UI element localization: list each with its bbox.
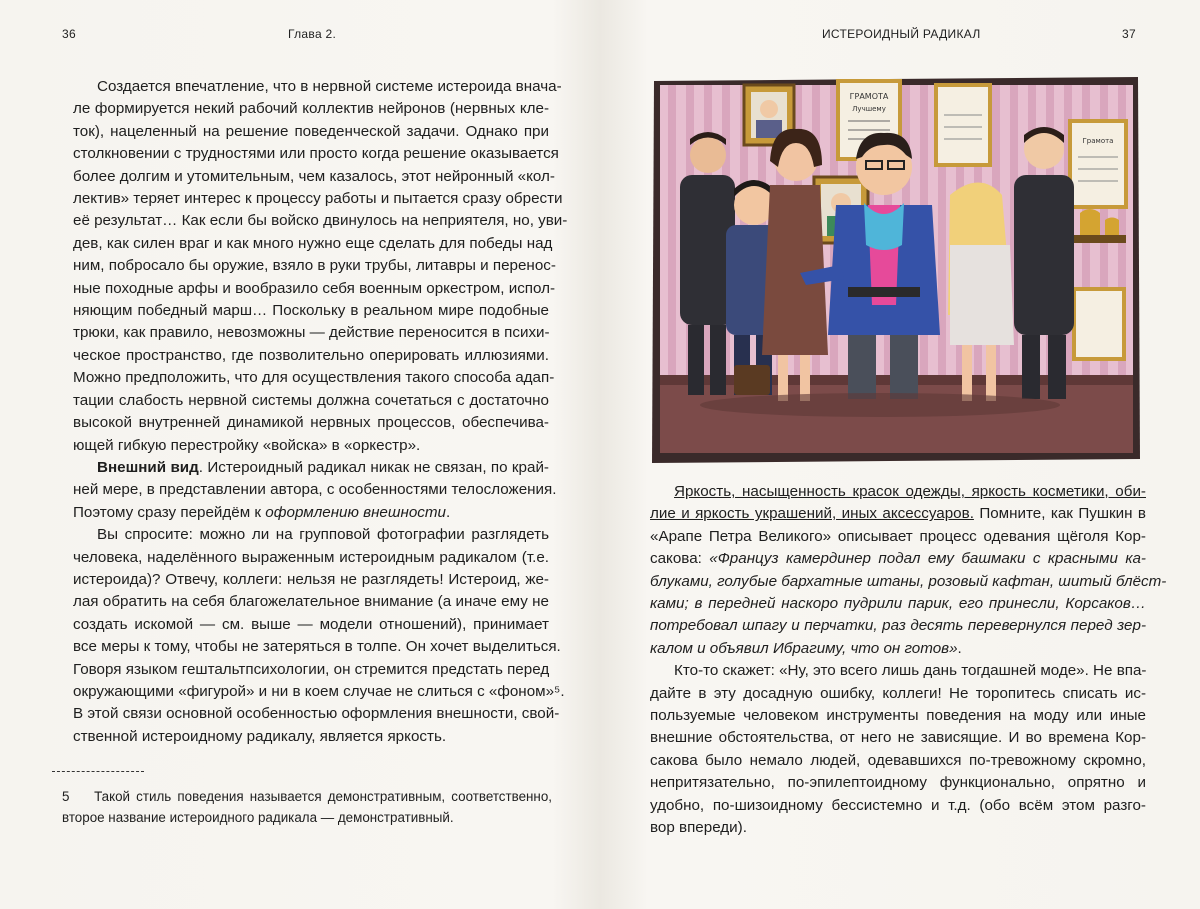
footnote-divider [52, 771, 144, 772]
certificate-right-title: Грамота [1082, 137, 1114, 145]
trophy-icon [1080, 209, 1100, 235]
text-line: «Арапе Петра Великого» описывает процесс одевания щёголя Кор- [650, 527, 1146, 545]
text-line: человека, наделённого выраженным истероидным радикалом (т.е. [73, 548, 549, 566]
italic-phrase: оформлению внешности [265, 503, 446, 521]
text-line: Внешний вид. Истероидный радикал никак не связан, по край- [97, 458, 549, 476]
text-line: трюки, как правило, невозможны — действие переносится в психи- [73, 324, 550, 342]
briefcase-icon [734, 365, 770, 395]
text-line: ственной истероидному радикалу, является яркость. [73, 727, 447, 745]
text-line: ней мере, в представлении автора, с особенностями телосложения. [73, 481, 557, 499]
text-line: ками; в передней наскоро пудрили парик, его принесли, Корсаков… [650, 595, 1146, 613]
footnote [62, 787, 552, 828]
paragraph [650, 660, 1146, 839]
text-line [650, 481, 1146, 503]
text-line: Вы спросите: можно ли на групповой фотографии разглядеть [97, 526, 549, 544]
footnote-line: 5 Такой стиль поведения называется демонстративным, соответственно, [62, 789, 552, 804]
page-number-right: 37 [1122, 27, 1136, 41]
underlined-phrase: лие и яркость украшений, иных аксессуаров. [650, 505, 974, 523]
text-line: тации слабость нервной системы должна сочетаться с достаточно [73, 391, 549, 409]
text-line: Говоря языком гештальтпсихологии, он стремится предстать перед [73, 660, 550, 678]
text-line: создать искомой — см. выше — модели отношений), принимает [73, 615, 549, 633]
quote-text: калом и объявил Ибрагиму, что он готов» [650, 639, 958, 657]
text-line: её результат… Как если бы войско двинулось на неприятеля, но, уви- [73, 212, 568, 230]
text-line: лектив» теряет интерес к процессу работы и пытается сразу обрести [73, 190, 563, 208]
text-line: истероида)? Отвечу, коллеги: нельзя не разглядеть! Истероид, же- [73, 570, 549, 588]
text-line: высокой внутренней динамикой нервных процессов, обеспечива- [73, 414, 549, 432]
text-line: ческое пространство, где позволительно оперировать иллюзиями. [73, 346, 549, 364]
text-line: вор впереди). [650, 819, 747, 837]
text-line: лие и яркость украшений, иных аксессуаров. Помните, как Пушкин в [650, 505, 1146, 523]
text-line: более долгим и утомительным, чем казалось, этот нейронный «кол- [73, 167, 555, 185]
paragraph [73, 76, 568, 457]
text-line: ток), нацеленный на решение поведенческой задачи. Однако при [73, 122, 549, 140]
quote-text: «Француз камердинер подал ему башмаки с красными ка- [709, 550, 1146, 568]
text-line: внешние обстоятельства, от него не зависящие. И во времена Кор- [650, 729, 1146, 747]
text-line: калом и объявил Ибрагиму, что он готов». [650, 639, 962, 657]
shelf [1070, 235, 1126, 243]
paragraph [650, 481, 1167, 660]
text-line: удобно, по-шизоидному бессистемно и т.д. (обо всём этом разго- [650, 796, 1146, 814]
certificate-frame-lower [1074, 289, 1124, 359]
underlined-phrase: Яркость, насыщенность красок одежды, яркость косметики, оби- [674, 483, 1146, 500]
text-line: ные походные арфы и вообразило себя военным оркестром, испол- [73, 279, 556, 297]
certificate-subtitle: Лучшему [852, 105, 886, 113]
office-illustration [650, 75, 1143, 465]
text-line: дев, как силен враг и как много нужно еще сделать для победы над [73, 234, 553, 252]
text-line: няющим победный марш… Поскольку в реальном мире подобные [73, 302, 549, 320]
paragraph [73, 524, 565, 748]
text-line: лая обратить на себя благожелательное внимание (а иначе ему не [73, 593, 549, 611]
certificate-frame-right [1070, 121, 1126, 207]
text-line: окружающими «фигурой» и ни в коем случае не слиться с «фоном»⁵. [73, 682, 565, 700]
text-line: В этой связи основной особенностью оформления внешности, свой- [73, 705, 560, 723]
left-text [73, 76, 568, 748]
text-line: Кто-то скажет: «Ну, это всего лишь дань тогдашней моде». Не впа- [674, 662, 1147, 680]
text-line: сакова: «Француз камердинер подал ему башмаки с красными ка- [650, 550, 1146, 568]
running-head-right: ИСТЕРОИДНЫЙ РАДИКАЛ [822, 27, 981, 41]
right-text [650, 481, 1167, 840]
footnote-number: 5 [62, 789, 70, 804]
bold-lead: Внешний вид [97, 458, 199, 476]
text-line: потребовал шпагу и перчатки, раз десять перевернулся перед зер- [650, 617, 1146, 635]
footnote-line: второе название истероидного радикала — демонстративный. [62, 809, 454, 825]
text-line: дайте в эту досадную ошибку, коллеги! Не торопитесь списать ис- [650, 684, 1146, 702]
text-line: сакова было немало людей, одевавшихся по-тревожному скромно, [650, 751, 1146, 769]
text-line: Поэтому сразу перейдём к оформлению внешности. [73, 503, 451, 521]
text-line: Можно предположить, что для осуществления такого способа адап- [73, 369, 555, 387]
certificate-title: ГРАМОТА [849, 92, 889, 101]
paragraph [73, 457, 557, 524]
text-line: ним, побросало бы оружие, взяло в руки трубы, литавры и перенос- [73, 257, 556, 275]
text-line: пользуемые человеком инструменты поведения на моду или иные [650, 707, 1146, 725]
text-line: ющей гибкую перестройку «войска» в «оркестр». [73, 436, 421, 454]
text-line: ле формируется некий рабочий коллектив нейронов (нервных кле- [73, 100, 549, 118]
text-line: блуками, голубые бархатные штаны, розовый кафтан, шитый блёст- [650, 572, 1167, 590]
trophy-icon [1105, 218, 1119, 236]
text-line: непритязательно, по-эпилептоидному функционально, опрятно и [650, 774, 1146, 792]
running-head-left: Глава 2. [288, 27, 337, 41]
illustration-svg [650, 75, 1143, 465]
certificate-frame-2 [936, 85, 990, 165]
page-number-left: 36 [62, 27, 76, 41]
text-line: Создается впечатление, что в нервной системе истероида внача- [97, 78, 562, 95]
text-line: все меры к тому, чтобы не затеряться в толпе. Он хочет выделиться. [73, 638, 561, 656]
text-line: столкновении с трудностями или просто когда решение оказывается [73, 145, 559, 163]
